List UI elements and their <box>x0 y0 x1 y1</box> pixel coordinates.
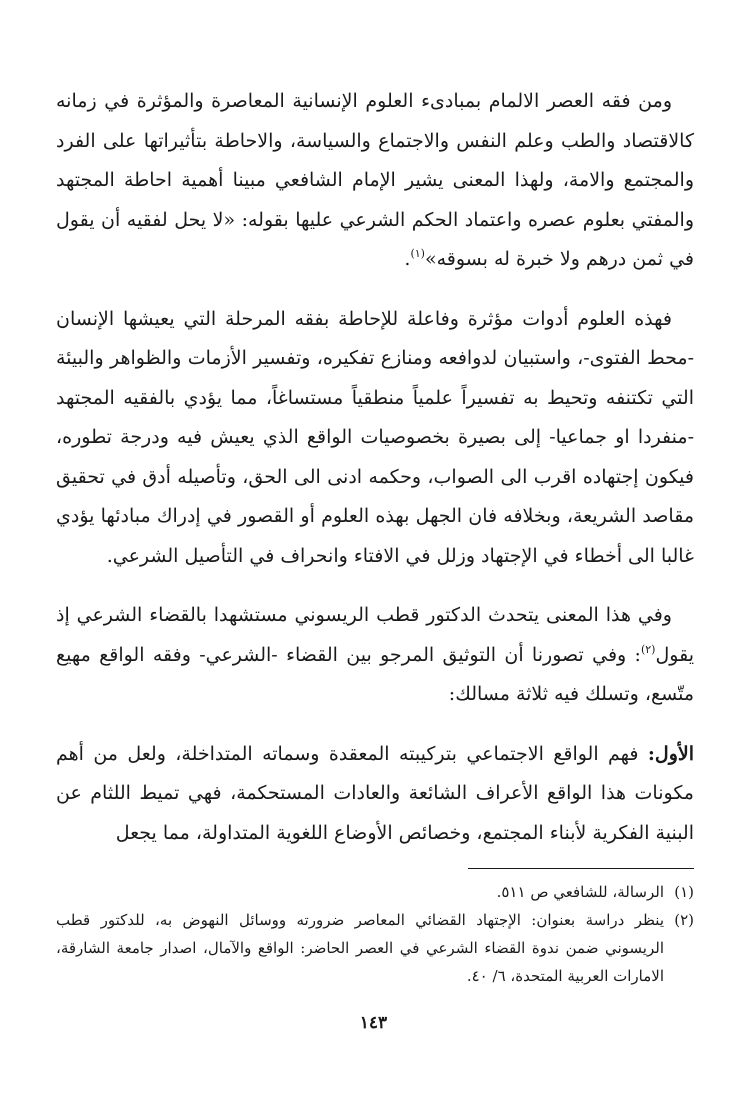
footnote-1-number: (١) <box>674 883 694 901</box>
paragraph-3-text-before: وفي هذا المعنى يتحدث الدكتور قطب الريسوني مستشهدا بالقضاء الشرعي إذ يقول <box>56 604 694 666</box>
paragraph-1 <box>56 82 694 280</box>
paragraph-3 <box>56 596 694 715</box>
footnotes <box>56 878 694 990</box>
footnote-1 <box>56 878 694 906</box>
main-text <box>56 82 694 873</box>
paragraph-2 <box>56 300 694 577</box>
paragraph-3-text-after: : وفي تصورنا أن التوثيق المرجو بين القضاء -الشرعي- وفقه الواقع مهيع متّسع، وتسلك فيه ثلاثة مسالك: <box>56 643 694 705</box>
paragraph-2-text: فهذه العلوم أدوات مؤثرة وفاعلة للإحاطة بفقه المرحلة التي يعيشها الإنسان -محط الفتوى-، واستبيان لدوافعه ومنازع تفكيره، وتفسير الأزمات والظواهر والبيئة التي تكتنفه وتحيط به تفسيراً علمياً منطقياً مستساغاً، مما يؤدي بالفقيه المجتهد -منفردا او جماعيا- إلى بصيرة بخصوصيات الواقع الذي يعيش فيه ودرجة تطوره، فيكون إجتهاده اقرب الى الصواب، وحكمه ادنى الى الحق، وتأصيله أدق في تحقيق مقاصد الشريعة، وبخلافه فان الجهل بهذه العلوم أو القصور في إدراك مبادئها يؤدي غالبا الى أخطاء في الإجتهاد وزلل في الافتاء وانحراف في التأصيل الشرعي. <box>56 307 694 567</box>
footnote-1-text: الرسالة، للشافعي ص ٥١١. <box>496 883 664 901</box>
footnote-2-text: ينظر دراسة بعنوان: الإجتهاد القضائي المعاصر ضرورته ووسائل النهوض به، للدكتور قطب الريسوني ضمن ندوة القضاء الشرعي في العصر الحاضر: الواقع والآمال، اصدار جامعة الشارقة، الامارات العربية المتحدة، ٦/ ٤٠. <box>56 911 664 985</box>
footnote-divider <box>468 868 694 869</box>
footnote-ref-1: (١) <box>410 247 425 260</box>
page-number: ١٤٣ <box>359 1013 388 1033</box>
paragraph-4-lead: الأول: <box>647 742 694 765</box>
paragraph-4-text: فهم الواقع الاجتماعي بتركيبته المعقدة وسماته المتداخلة، ولعل من أهم مكونات هذا الواقع الأعراف الشائعة والعادات المستحكمة، فهي تميط اللثام عن البنية الفكرية لأبناء المجتمع، وخصائص الأوضاع اللغوية المتداولة، مما يجعل <box>56 742 694 844</box>
footnote-ref-2: (٢) <box>640 642 656 656</box>
footnote-2-number: (٢) <box>674 911 694 929</box>
paragraph-1-tail: . <box>404 248 411 270</box>
paragraph-1-text: ومن فقه العصر الالمام بمبادىء العلوم الإنسانية المعاصرة والمؤثرة في زمانه كالاقتصاد والطب وعلم النفس والاجتماع والسياسة، والاحاطة بتأثيراتها على الفرد والمجتمع والامة، ولهذا المعنى يشير الإمام الشافعي مبينا أهمية احاطة المجتهد والمفتي بعلوم عصره واعتماد الحكم الشرعي عليها بقوله: «لا يحل لفقيه أن يقول في ثمن درهم ولا خبرة له بسوقه» <box>56 90 694 270</box>
footnote-2 <box>56 906 694 990</box>
paragraph-4 <box>56 735 694 854</box>
